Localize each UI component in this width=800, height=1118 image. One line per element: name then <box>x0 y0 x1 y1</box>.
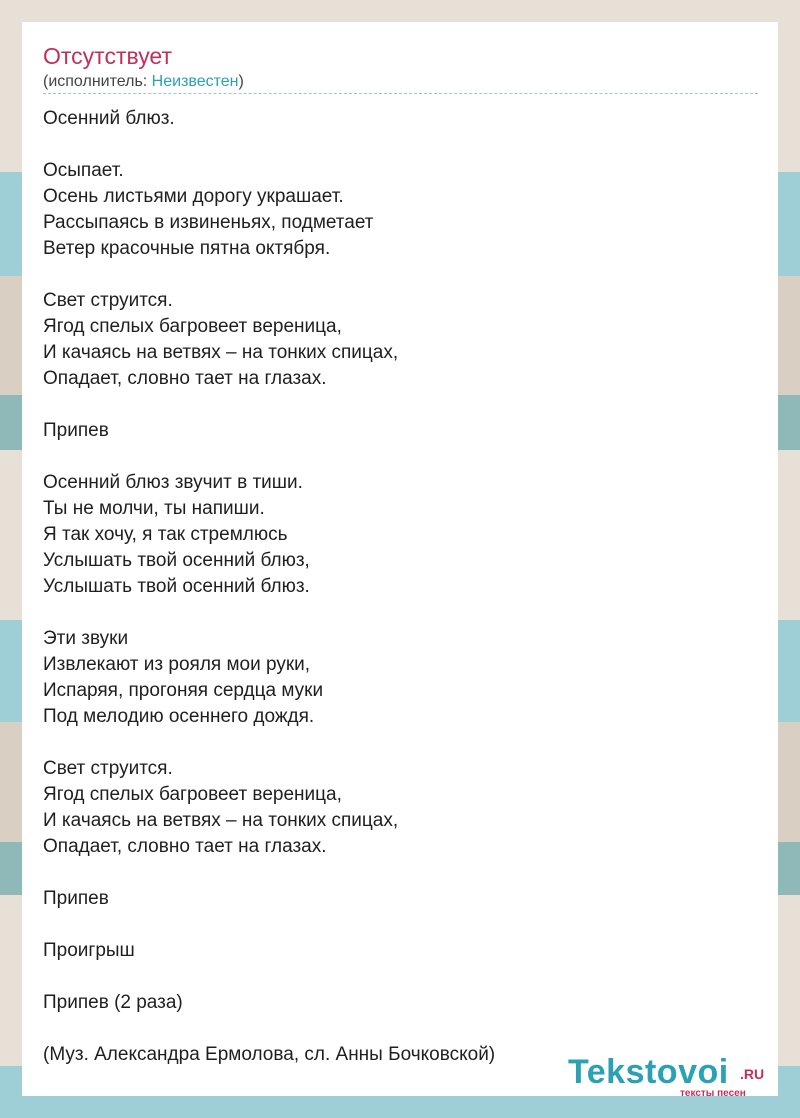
lyric-line: И качаясь на ветвях – на тонких спицах, <box>43 810 399 831</box>
lyric-line: Свет струится. <box>43 290 173 311</box>
lyric-line: Испаряя, прогоняя сердца муки <box>43 680 324 701</box>
lyric-line: Припев <box>43 420 109 441</box>
lyric-line: Припев (2 раза) <box>43 992 183 1013</box>
lyrics-sheet <box>22 22 778 1099</box>
stanza-gap <box>43 392 758 418</box>
lyric-line: Опадает, словно тает на глазах. <box>43 368 327 389</box>
stanza-gap <box>43 600 758 626</box>
performer-suffix: ) <box>238 73 244 90</box>
lyric-line: Осень листьями дорогу украшает. <box>43 186 344 207</box>
song-title: Отсутствует <box>43 43 172 69</box>
lyric-line: Ягод спелых багровеет вереница, <box>43 784 342 805</box>
lyric-line: Извлекают из рояля мои руки, <box>43 654 311 675</box>
lyric-line: Услышать твой осенний блюз. <box>43 576 310 597</box>
stanza-gap <box>43 912 758 938</box>
stanza-gap <box>43 730 758 756</box>
logo-tagline: тексты песен <box>680 1088 746 1099</box>
lyric-line: Я так хочу, я так стремлюсь <box>43 524 288 545</box>
lyric-line: Осенний блюз. <box>43 108 175 129</box>
lyric-line: Опадает, словно тает на глазах. <box>43 836 327 857</box>
lyric-line: Осенний блюз звучит в тиши. <box>43 472 303 493</box>
lyric-line: Услышать твой осенний блюз, <box>43 550 310 571</box>
lyric-line: И качаясь на ветвях – на тонких спицах, <box>43 342 399 363</box>
stanza-gap <box>43 860 758 886</box>
stanza-gap <box>43 444 758 470</box>
header-divider <box>43 93 758 94</box>
logo-wordmark: Tekstovoi <box>568 1053 729 1091</box>
lyric-line: Эти звуки <box>43 628 129 649</box>
lyric-line: Ветер красочные пятна октября. <box>43 238 331 259</box>
stanza-gap <box>43 262 758 288</box>
stanza-gap <box>43 132 758 158</box>
stanza-gap <box>43 1016 758 1042</box>
lyric-line: (Муз. Александра Ермолова, сл. Анны Бочковской) <box>43 1044 496 1065</box>
performer-line <box>43 72 244 92</box>
lyric-line: Проигрыш <box>43 940 135 961</box>
performer-link[interactable]: Неизвестен <box>151 73 239 90</box>
lyric-line: Свет струится. <box>43 758 173 779</box>
lyrics-body <box>43 106 758 1068</box>
lyric-line: Ягод спелых багровеет вереница, <box>43 316 342 337</box>
lyric-line: Рассыпаясь в извиненьях, подметает <box>43 212 374 233</box>
logo-tld: .RU <box>740 1066 765 1082</box>
lyric-line: Осыпает. <box>43 160 124 181</box>
performer-prefix: (исполнитель: <box>43 73 152 90</box>
lyric-line: Под мелодию осеннего дождя. <box>43 706 315 727</box>
stanza-gap <box>43 964 758 990</box>
lyric-line: Ты не молчи, ты напиши. <box>43 498 265 519</box>
lyric-line: Припев <box>43 888 109 909</box>
site-logo[interactable] <box>568 1052 778 1100</box>
